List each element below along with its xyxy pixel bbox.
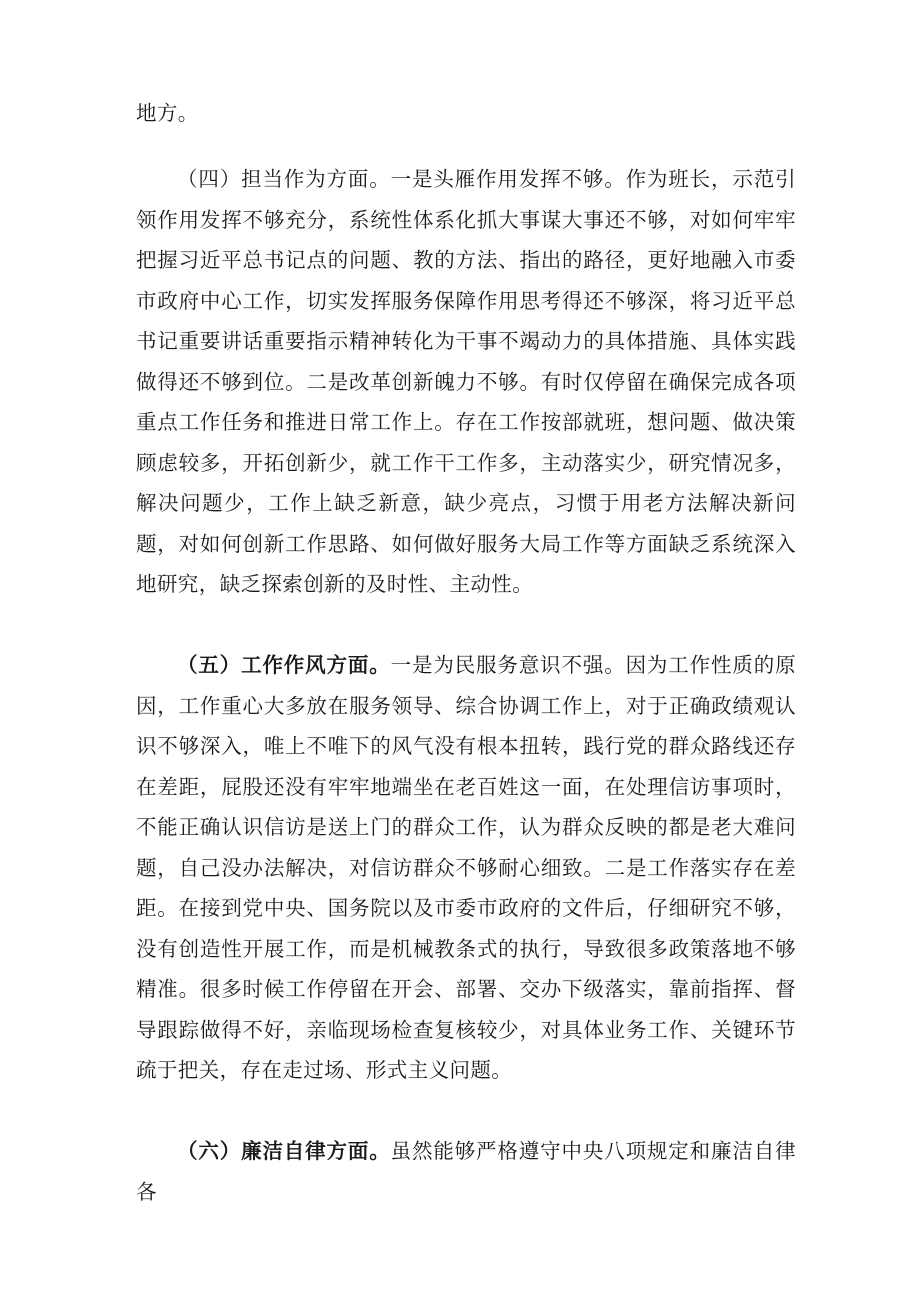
paragraph-integrity (136, 1131, 796, 1212)
paragraph-text: 地方。 (136, 101, 199, 125)
paragraph-continuation (136, 93, 796, 134)
section-heading: （五）工作作风方面。 (177, 653, 391, 677)
paragraph-text: （四）担当作为方面。一是头雁作用发挥不够。作为班长，示范引领作用发挥不够充分，系统性体系化抓大事谋大事还不够，对如何牢牢把握习近平总书记点的问题、教的方法、指出的路径，更好地融入市委市政府中心工作，切实发挥服务保障作用思考得还不够深，将习近平总书记重要讲话重要指示精神转化为干事不竭动力的具体措施、具体实践做得还不够到位。二是改革创新魄力不够。有时仅停留在确保完成各项重点工作任务和推进日常工作上。存在工作按部就班，想问题、做决策顾虑较多，开拓创新少，就工作干工作多，主动落实少，研究情况多，解决问题少，工作上缺乏新意，缺少亮点，习惯于用老方法解决新问题，对如何创新工作思路、如何做好服务大局工作等方面缺乏系统深入地研究，缺乏探索创新的及时性、主动性。 (136, 167, 796, 596)
paragraph-work-style (136, 645, 796, 1091)
paragraph-text: 一是为民服务意识不强。因为工作性质的原因，工作重心大多放在服务领导、综合协调工作上，对于正确政绩观认识不够深入，唯上不唯下的风气没有根本扭转，践行党的群众路线还存在差距，屁股还没有牢牢地端坐在老百姓这一面，在处理信访事项时，不能正确认识信访是送上门的群众工作，认为群众反映的都是老大难问题，自己没办法解决，对信访群众不够耐心细致。二是工作落实存在差距。在接到党中央、国务院以及市委市政府的文件后，仔细研究不够，没有创造性开展工作，而是机械教条式的执行，导致很多政策落地不够精准。很多时候工作停留在开会、部署、交办下级落实，靠前指挥、督导跟踪做得不好，亲临现场检查复核较少，对具体业务工作、关键环节疏于把关，存在走过场、形式主义问题。 (136, 653, 796, 1082)
paragraph-text: 虽然能够严格遵守中央八项规定和廉洁自律各 (136, 1139, 796, 1204)
section-heading: （六）廉洁自律方面。 (177, 1139, 391, 1163)
paragraph-responsibility (136, 159, 796, 605)
